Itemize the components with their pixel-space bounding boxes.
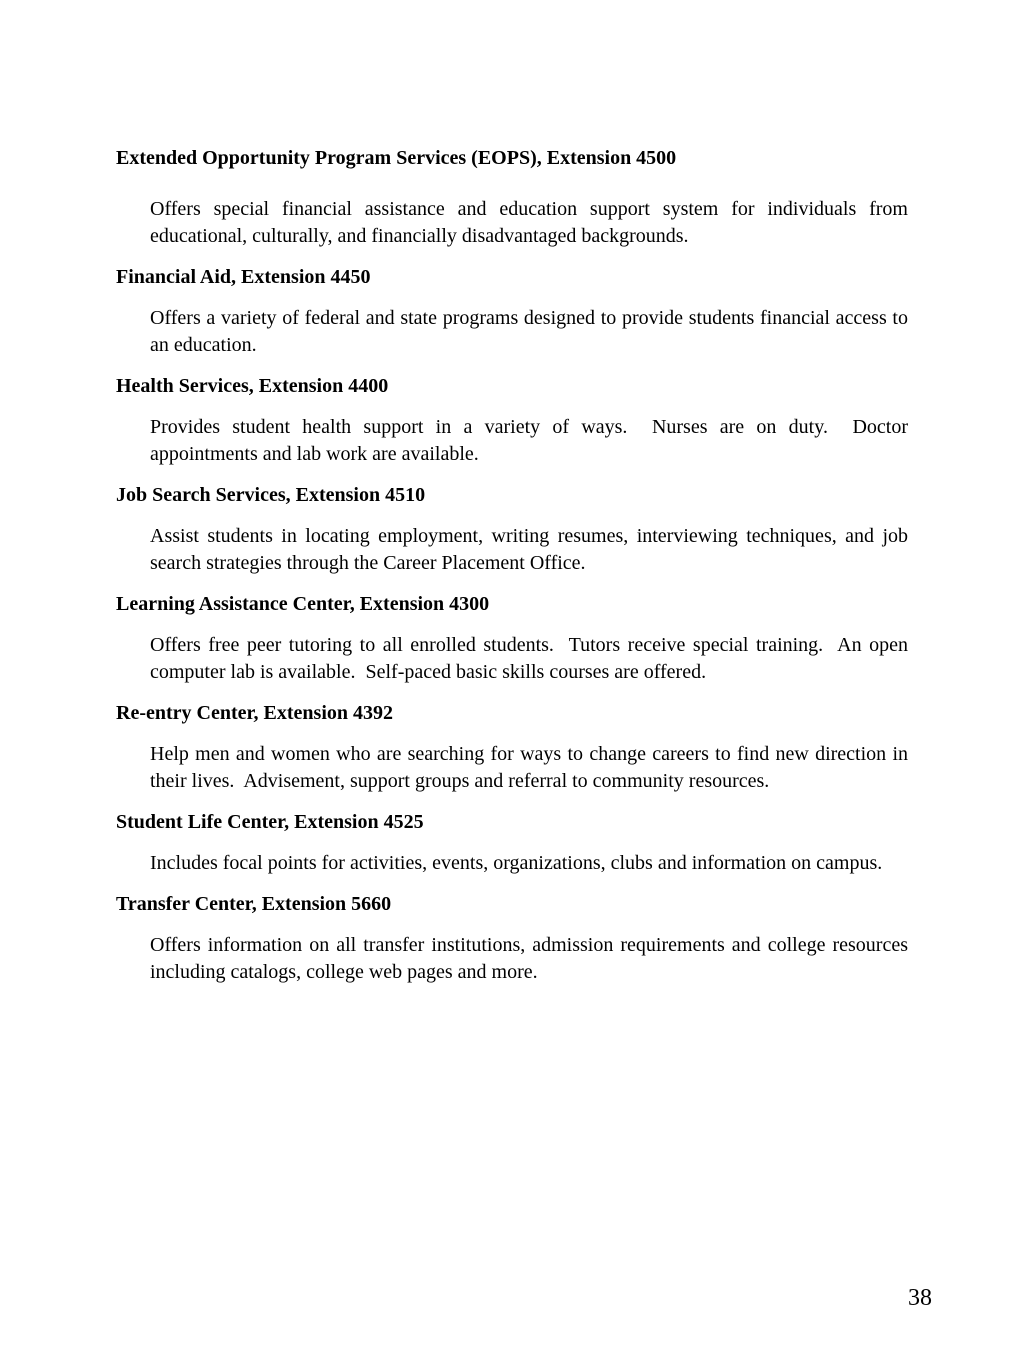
service-description: Assist students in locating employment, writing resumes, interviewing techniques, and job search strategies through the Career Placement Office. — [150, 525, 913, 574]
service-title: Health Services, Extension 4400 — [116, 375, 389, 397]
service-entry-financial-aid — [116, 264, 913, 359]
service-description: Offers free peer tutoring to all enrolled students. Tutors receive special training. An open computer lab is available. Self-paced basic skills courses are offered. — [150, 634, 913, 683]
service-title: Learning Assistance Center, Extension 4300 — [116, 593, 490, 615]
service-title: Job Search Services, Extension 4510 — [116, 484, 426, 506]
service-entry-job-search — [116, 482, 913, 577]
service-entry-student-life — [116, 809, 908, 877]
service-entry-eops — [116, 145, 913, 250]
service-description: Offers a variety of federal and state programs designed to provide students financial access to an education. — [150, 307, 913, 356]
service-entry-learning-assistance — [116, 591, 913, 686]
service-entry-transfer — [116, 891, 913, 986]
service-description: Offers special financial assistance and education support system for individuals from educational, culturally, and financially disadvantaged backgrounds. — [150, 198, 913, 247]
service-description: Offers information on all transfer institutions, admission requirements and college resources including catalogs, college web pages and more. — [150, 934, 913, 983]
service-title: Extended Opportunity Program Services (EOPS), Extension 4500 — [116, 147, 677, 169]
service-title: Re-entry Center, Extension 4392 — [116, 702, 394, 724]
page-number: 38 — [908, 1285, 932, 1311]
service-title: Transfer Center, Extension 5660 — [116, 893, 392, 915]
service-title: Student Life Center, Extension 4525 — [116, 811, 424, 833]
service-description: Provides student health support in a variety of ways. Nurses are on duty. Doctor appointments and lab work are available. — [150, 416, 913, 465]
service-description: Help men and women who are searching for ways to change careers to find new direction in their lives. Advisement, support groups and referral to community resources. — [150, 743, 913, 792]
service-description: Includes focal points for activities, events, organizations, clubs and information on campus. — [150, 852, 883, 874]
services-list — [116, 145, 913, 1000]
service-entry-re-entry — [116, 700, 913, 795]
service-entry-health-services — [116, 373, 913, 468]
service-title: Financial Aid, Extension 4450 — [116, 266, 371, 288]
